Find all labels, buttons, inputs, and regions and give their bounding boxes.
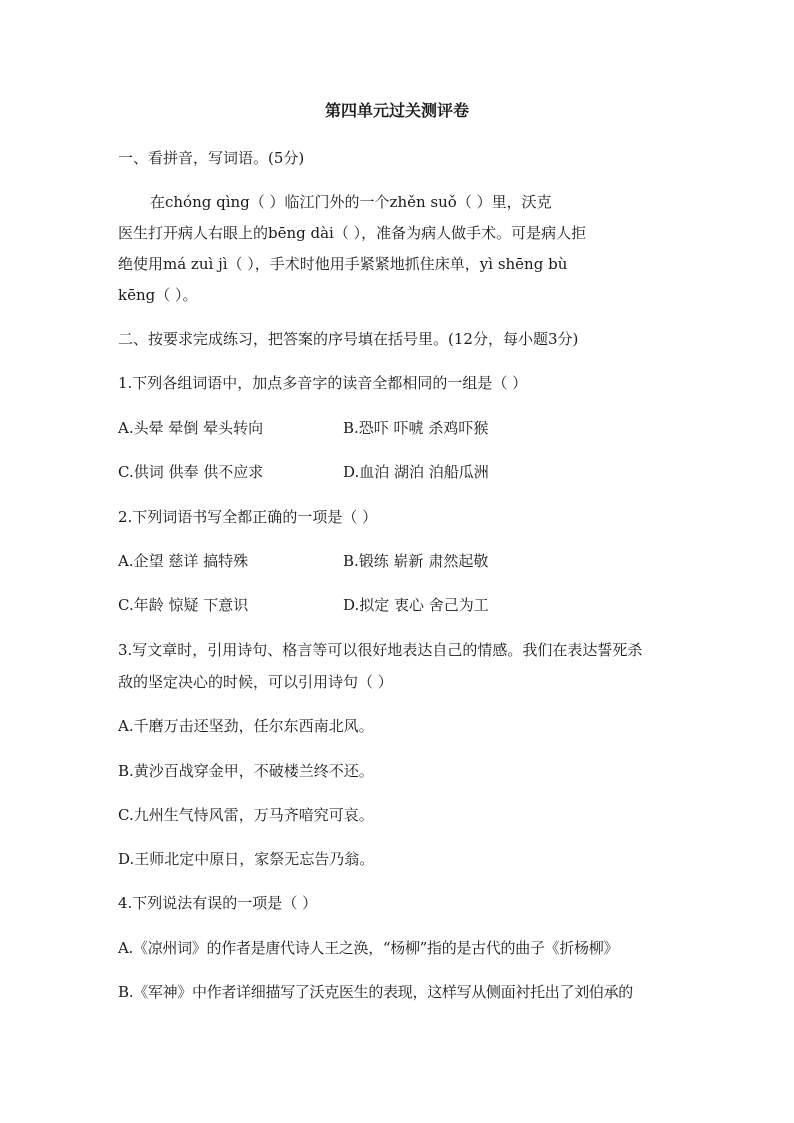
q1-option-a: A.头晕 晕倒 晕头转向 xyxy=(118,419,264,437)
q4-option-a: A.《凉州词》的作者是唐代诗人王之涣，“杨柳”指的是古代的曲子《折杨柳》 xyxy=(118,939,619,957)
pinyin-line-3: 绝使用má zuì jì（ ），手术时他用手紧紧地抓住床单，yì shēng bù xyxy=(118,255,568,273)
q3-option-a: A.千磨万击还坚劲，任尔东西南北风。 xyxy=(118,717,374,735)
q2-option-b: B.锻练 崭新 肃然起敬 xyxy=(343,552,489,570)
q1-stem: 1.下列各组词语中，加点多音字的读音全都相同的一组是（ ） xyxy=(118,374,528,392)
q4-option-b: B.《军神》中作者详细描写了沃克医生的表现，这样写从侧面衬托出了刘伯承的 xyxy=(118,983,633,1001)
q3-option-d: D.王师北定中原日，家祭无忘告乃翁。 xyxy=(118,850,375,868)
q3-option-b: B.黄沙百战穿金甲，不破楼兰终不还。 xyxy=(118,762,374,780)
q1-options-row-2 xyxy=(118,461,678,483)
pinyin-line-4: kēng（ ）。 xyxy=(118,286,198,304)
q2-options-row-1 xyxy=(118,550,678,572)
q3-option-c: C.九州生气恃风雷，万马齐喑究可哀。 xyxy=(118,806,374,824)
page-title: 第四单元过关测评卷 xyxy=(324,101,469,120)
section2-heading: 二、按要求完成练习，把答案的序号填在括号里。(12分，每小题3分) xyxy=(118,330,579,348)
q1-option-b: B.恐吓 吓唬 杀鸡吓猴 xyxy=(343,419,489,437)
q2-option-c: C.年龄 惊疑 下意识 xyxy=(118,596,249,614)
q1-option-d: D.血泊 湖泊 泊船瓜洲 xyxy=(343,463,489,481)
q1-option-c: C.供词 供奉 供不应求 xyxy=(118,463,264,481)
q3-stem-line-2: 敌的坚定决心的时候，可以引用诗句（ ） xyxy=(118,673,393,691)
q2-option-a: A.企望 慈详 搞特殊 xyxy=(118,552,249,570)
pinyin-line-1: 在chóng qìng（ ）临江门外的一个zhěn suǒ（ ）里，沃克 xyxy=(150,193,552,211)
q4-stem: 4.下列说法有误的一项是（ ） xyxy=(118,894,318,912)
q2-option-d: D.拟定 衷心 舍己为工 xyxy=(343,596,489,614)
q2-options-row-2 xyxy=(118,594,678,616)
q2-stem: 2.下列词语书写全都正确的一项是（ ） xyxy=(118,508,378,526)
q3-stem-line-1: 3.写文章时，引用诗句、格言等可以很好地表达自己的情感。我们在表达誓死杀 xyxy=(118,641,643,659)
pinyin-line-2: 医生打开病人右眼上的bēng dài（ ），准备为病人做手术。可是病人拒 xyxy=(118,224,587,242)
section1-heading: 一、看拼音，写词语。(5分) xyxy=(118,149,305,167)
q1-options-row-1 xyxy=(118,417,678,439)
